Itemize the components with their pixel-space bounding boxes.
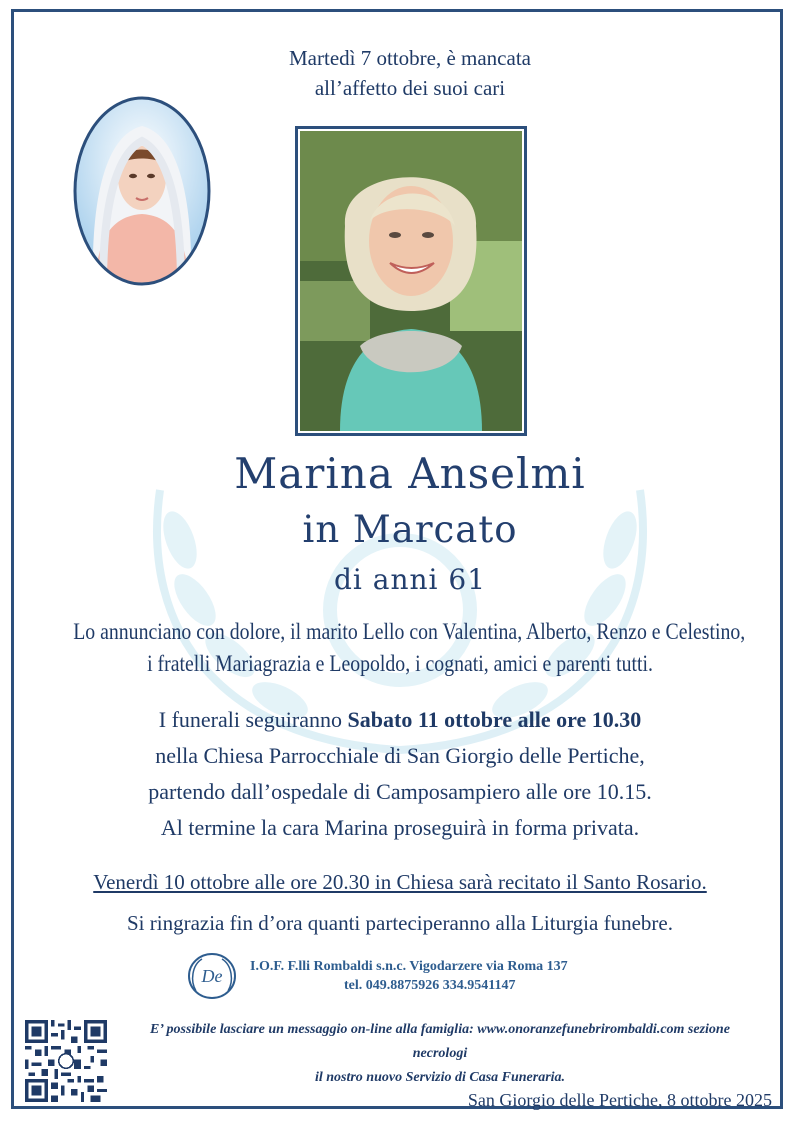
online-message-line-2: il nostro nuovo Servizio di Casa Funeraria.	[314, 1070, 566, 1085]
deceased-name: Marina Anselmi	[234, 449, 586, 498]
portrait-image	[300, 131, 522, 431]
funeral-home-info	[250, 957, 650, 995]
funeral-home-logo-icon	[186, 951, 238, 1003]
portrait-photo	[295, 126, 527, 436]
funeral-line-4: Al termine la cara Marina proseguirà in forma privata.	[160, 815, 640, 840]
qr-code-icon	[25, 1020, 107, 1102]
header-line-1: Martedì 7 ottobre, è mancata	[289, 46, 531, 70]
funeral-line-3: partendo dall’ospedale di Camposampiero alle ore 10.15.	[148, 779, 652, 804]
rosary-notice: Venerdì 10 ottobre alle ore 20.30 in Chiesa sarà recitato il Santo Rosario.	[93, 870, 707, 894]
funeral-line-1-prefix: I funerali seguiranno	[158, 707, 348, 732]
funeral-line-2: nella Chiesa Parrocchiale di San Giorgio delle Pertiche,	[155, 743, 645, 768]
deceased-age: di anni 61	[333, 563, 487, 596]
online-message-line-1: E’ possibile lasciare un messaggio on-line alla famiglia: www.onoranzefunebrirombaldi.com sezione necrologi	[150, 1022, 730, 1061]
death-notice-header	[150, 43, 670, 103]
funeral-line-1	[30, 702, 770, 738]
thanks-note: Si ringrazia fin d’ora quanti parteciperanno alla Liturgia funebre.	[127, 911, 673, 935]
logo-monogram: De	[201, 966, 223, 986]
place-and-date: San Giorgio delle Pertiche, 8 ottobre 2025	[467, 1090, 772, 1110]
online-message-note	[125, 1018, 755, 1090]
announcement	[73, 616, 746, 680]
announcement-line-2: i fratelli Mariagrazia e Leopoldo, i cognati, amici e parenti tutti.	[147, 651, 653, 676]
company-phones: tel. 049.8875926 334.9541147	[344, 978, 516, 993]
announcement-line-1: Lo annunciano con dolore, il marito Lello con Valentina, Alberto, Renzo e Celestino,	[73, 619, 746, 644]
company-address: I.O.F. F.lli Rombaldi s.n.c. Vigodarzere via Roma 137	[250, 959, 568, 974]
madonna-icon	[73, 96, 211, 286]
funeral-details	[30, 702, 770, 846]
header-line-2: all’affetto dei suoi cari	[314, 76, 506, 100]
deceased-married-name: in Marcato	[302, 508, 518, 551]
funeral-date-time: Sabato 11 ottobre alle ore 10.30	[347, 707, 642, 732]
